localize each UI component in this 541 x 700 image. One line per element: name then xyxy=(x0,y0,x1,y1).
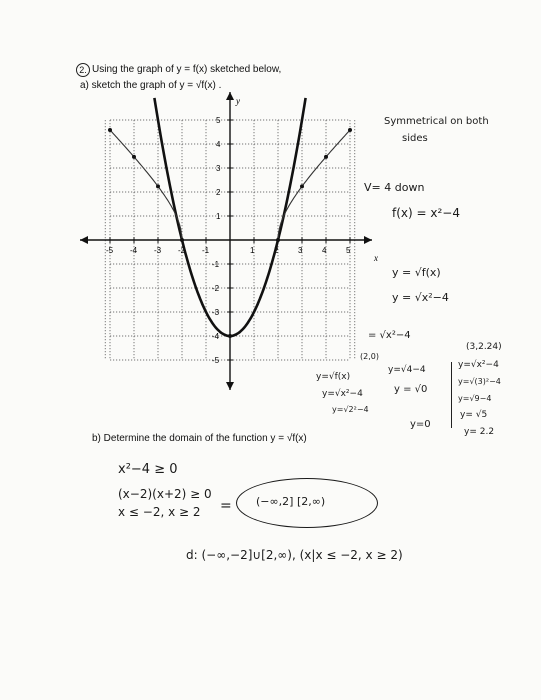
solution-line3: x ≤ −2, x ≥ 2 xyxy=(118,505,201,519)
work-col3-row4: y= √5 xyxy=(460,410,488,420)
x-tick-label: 3 xyxy=(298,246,303,255)
y-tick-label: 1 xyxy=(216,212,221,221)
sqrt-note-2: y = √x²−4 xyxy=(392,291,449,304)
symmetry-note-line2: sides xyxy=(402,133,428,144)
plotted-point xyxy=(348,128,352,132)
y-tick-label: -4 xyxy=(212,332,220,341)
sqrt-note-3: = √x²−4 xyxy=(368,330,411,341)
x-tick-label: -1 xyxy=(202,246,210,255)
work-col1-row2: y=√x²−4 xyxy=(322,389,363,399)
part-a-prompt: a) sketch the graph of y = √f(x) . xyxy=(80,80,222,91)
sqrt-note-1: y = √f(x) xyxy=(392,266,441,279)
plotted-point xyxy=(324,155,328,159)
y-tick-label: -1 xyxy=(212,260,220,269)
shift-note: V= 4 down xyxy=(364,181,425,194)
work-col3-row5: y= 2.2 xyxy=(464,427,495,437)
x-axis-label: x xyxy=(374,253,378,263)
work-divider xyxy=(451,362,452,428)
question-number: 2. xyxy=(76,63,90,77)
sqrt-curve-right xyxy=(278,131,349,240)
x-tick-label: 1 xyxy=(250,246,255,255)
y-tick-label: -2 xyxy=(212,284,220,293)
x-tick-label: 4 xyxy=(322,246,327,255)
x-tick-label: -3 xyxy=(154,246,162,255)
y-tick-label: -3 xyxy=(212,308,220,317)
work-col1-row3: y=√2²−4 xyxy=(332,405,369,414)
point-b-label: (3,2.24) xyxy=(466,342,502,352)
x-tick-label: 5 xyxy=(346,246,351,255)
symmetry-note-line1: Symmetrical on both xyxy=(384,116,489,127)
circled-answer-text: (−∞,2] [2,∞) xyxy=(256,495,326,508)
plotted-point xyxy=(108,128,112,132)
function-note: f(x) = x²−4 xyxy=(392,206,460,220)
plotted-point xyxy=(156,184,160,188)
work-col2-row2: y = √0 xyxy=(394,384,428,395)
work-col3-row1: y=√x²−4 xyxy=(458,360,499,370)
question-stem: Using the graph of y = f(x) sketched below, xyxy=(92,64,282,75)
x-tick-label: 2 xyxy=(274,246,279,255)
y-tick-label: 4 xyxy=(216,140,221,149)
part-b-prompt: b) Determine the domain of the function y = √f(x) xyxy=(92,433,307,444)
point-a-label: (2,0) xyxy=(360,352,379,361)
x-tick-label: -5 xyxy=(106,246,114,255)
work-col3-row2: y=√(3)²−4 xyxy=(458,377,501,386)
solution-line1: x²−4 ≥ 0 xyxy=(118,462,178,477)
y-tick-label: 5 xyxy=(216,116,221,125)
plotted-point xyxy=(276,238,280,242)
work-col2-row1: y=√4−4 xyxy=(388,365,426,375)
y-tick-label: -5 xyxy=(212,356,220,365)
axes xyxy=(80,92,372,390)
work-col1-row1: y=√f(x) xyxy=(316,372,351,382)
x-tick-label: -4 xyxy=(130,246,138,255)
vertex-point xyxy=(228,334,232,338)
y-tick-label: 2 xyxy=(216,188,221,197)
solution-line2: (x−2)(x+2) ≥ 0 xyxy=(118,487,212,501)
x-tick-label: -2 xyxy=(178,246,186,255)
plotted-point xyxy=(132,155,136,159)
final-domain: d: (−∞,−2]∪[2,∞), (x|x ≤ −2, x ≥ 2) xyxy=(186,548,403,562)
plotted-point xyxy=(300,184,304,188)
work-col3-row3: y=√9−4 xyxy=(458,394,492,403)
solution-equals: = xyxy=(220,498,232,514)
plotted-point xyxy=(180,238,184,242)
work-col2-row3: y=0 xyxy=(410,419,431,430)
sqrt-curve-left xyxy=(110,130,182,240)
y-axis-label: y xyxy=(236,96,240,106)
y-tick-label: 3 xyxy=(216,164,221,173)
